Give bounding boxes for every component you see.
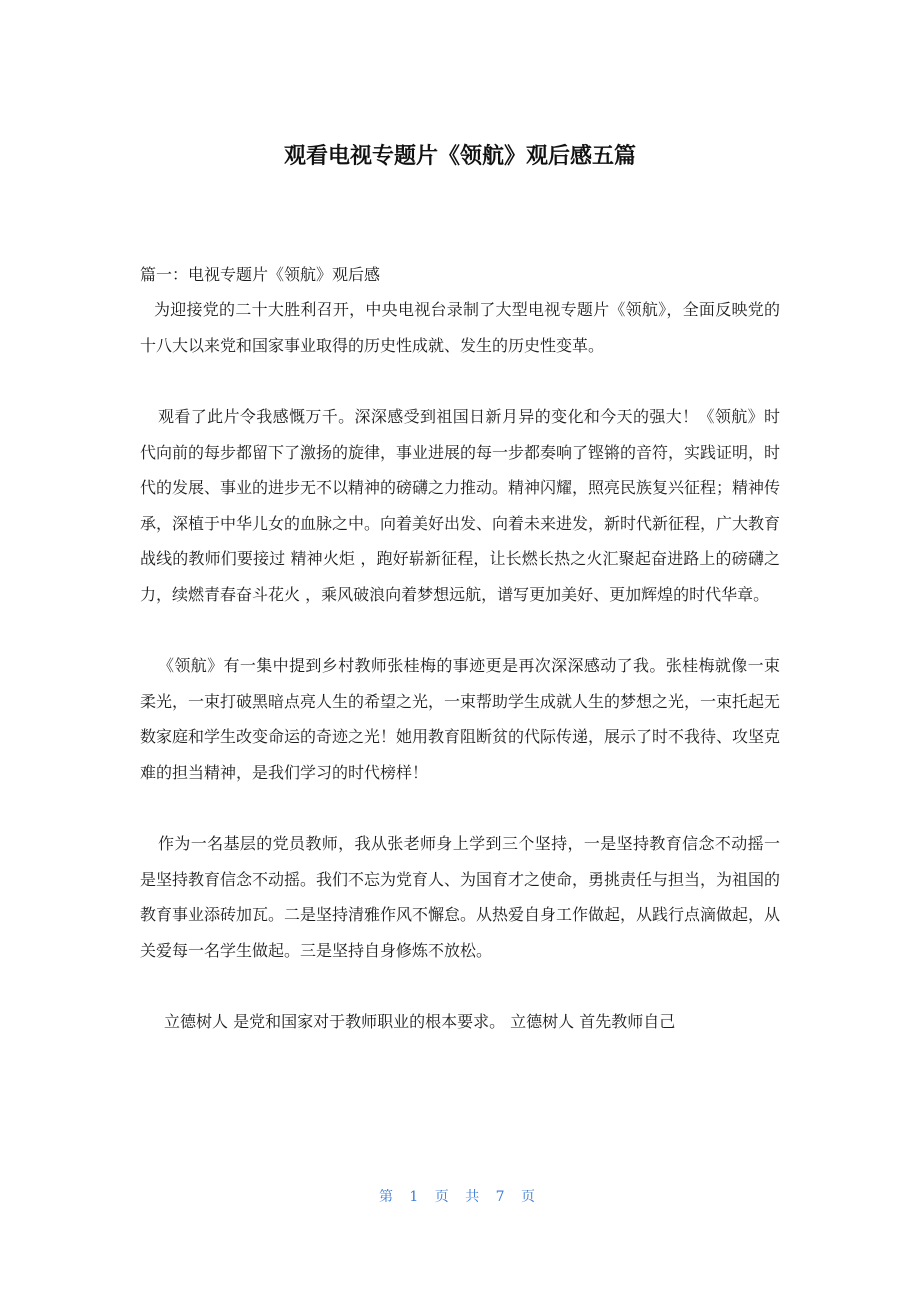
paragraph-gap	[140, 968, 780, 1004]
page-label-suffix: 页	[521, 1189, 542, 1205]
page-footer	[0, 1186, 920, 1208]
paragraph-gap	[140, 790, 780, 826]
page-label-middle: 页 共	[434, 1189, 486, 1205]
section-heading: 篇一：电视专题片《领航》观后感	[140, 265, 381, 284]
paragraph-2: 观看了此片令我感慨万千。深深感受到祖国日新月异的变化和今天的强大！《领航》时代向前的每步都留下了激扬的旋律，事业进展的每一步都奏响了铿锵的音符，实践证明，时代的发展、事业的进步无不以精神的磅礴之力推动。精神闪耀，照亮民族复兴征程；精神传承，深植于中华儿女的血脉之中。向着美好出发、向着未来进发，新时代新征程，广大教育战线的教师们要接过 精神火炬 ，跑好崭新征程，让长燃长热之火汇聚起奋进路上的磅礴之力，续燃青春奋斗花火 ，乘风破浪向着梦想远航，谱写更加美好、更加辉煌的时代华章。	[140, 407, 781, 604]
page-label-prefix: 第	[378, 1189, 399, 1205]
document-title: 观看电视专题片《领航》观后感五篇	[283, 144, 636, 169]
document-body	[140, 258, 780, 1040]
paragraph-gap	[140, 612, 780, 648]
total-pages-number: 7	[495, 1189, 511, 1205]
current-page-number: 1	[409, 1189, 425, 1205]
paragraph-3: 《领航》有一集中提到乡村教师张桂梅的事迹更是再次深深感动了我。张桂梅就像一束柔光，一束打破黑暗点亮人生的希望之光，一束帮助学生成就人生的梦想之光，一束托起无数家庭和学生改变命运的奇迹之光！她用教育阻断贫的代际传递，展示了时不我待、攻坚克难的担当精神，是我们学习的时代榜样！	[140, 656, 781, 782]
paragraph-gap	[140, 363, 780, 399]
paragraph-5: 立德树人 是党和国家对于教师职业的根本要求。 立德树人 首先教师自己	[164, 1012, 676, 1031]
paragraph-4: 作为一名基层的党员教师，我从张老师身上学到三个坚持，一是坚持教育信念不动摇一是坚持教育信念不动摇。我们不忘为党育人、为国育才之使命，勇挑责任与担当，为祖国的教育事业添砖加瓦。二是坚持清雅作风不懈怠。从热爱自身工作做起，从践行点滴做起，从关爱每一名学生做起。三是坚持自身修炼不放松。	[140, 834, 781, 960]
paragraph-1: 为迎接党的二十大胜利召开，中央电视台录制了大型电视专题片《领航》，全面反映党的十八大以来党和国家事业取得的历史性成就、发生的历史性变革。	[140, 300, 780, 355]
